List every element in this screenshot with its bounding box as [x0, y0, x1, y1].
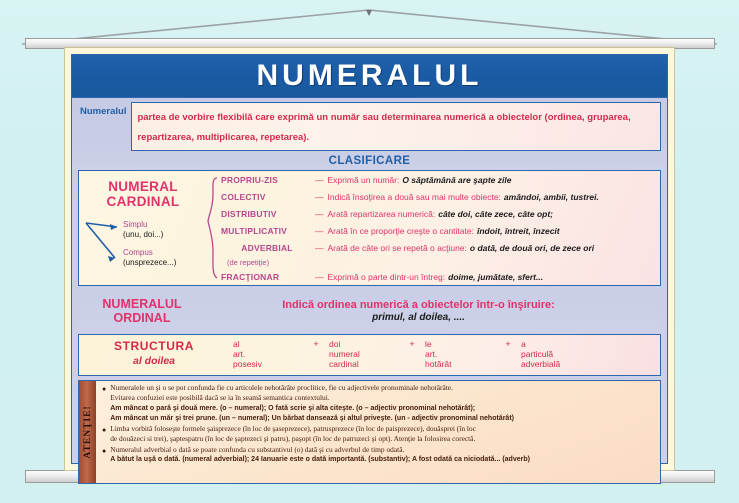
- cardinal-heading-line2: CARDINAL: [106, 194, 180, 210]
- structura-role-2-line2: hotărât: [425, 359, 452, 370]
- structura-role-3-line2: adverbială: [521, 359, 561, 370]
- atentie-tab-label: ATENŢIE!: [82, 405, 93, 459]
- branch-kind-compus: Compus: [123, 247, 153, 257]
- cardinal-type-multiplicativ: MULTIPLICATIV: [221, 225, 288, 236]
- structura-role-2-line1: art.: [425, 348, 438, 359]
- branch-examples-simplu: (unu, doi...): [123, 229, 164, 239]
- cardinal-dash-2: —: [315, 208, 324, 219]
- structura-separator-0: +: [313, 338, 319, 349]
- ordinal-heading: [78, 297, 206, 326]
- cardinal-dash-4: —: [315, 242, 324, 253]
- cardinal-dash-0: —: [315, 174, 324, 185]
- structura-left: [79, 339, 229, 367]
- atentie-line-1-2: Am mâncat o pară şi două mere. (o – numeral); O fată scrie şi alta citeşte. (o – adjectiv pronominal nehotărât);: [110, 404, 476, 412]
- branch-item-simplu: [123, 220, 163, 240]
- atentie-line-1-0: Numeralele un şi o se pot confunda fie cu articolele nehotărâte proclitice, fie cu adjectivele pronominale nehotărâte.: [110, 382, 453, 392]
- atentie-item-1-lines: [110, 383, 656, 424]
- structura-role-0-line1: art.: [233, 348, 246, 359]
- poster-inner-frame: [71, 54, 668, 464]
- atentie-item-3-lines: [110, 445, 656, 465]
- structura-token-0: al: [233, 338, 240, 349]
- atentie-line-3-0: Numeralul adverbial o dată se poate confunda cu substantivul (o) dată şi cu adverbul de timp odată.: [110, 444, 405, 454]
- structura-token-2: le: [425, 338, 432, 349]
- cardinal-heading: [79, 179, 207, 210]
- cardinal-examples-5: doime, jumătate, sfert...: [448, 271, 544, 282]
- cardinal-examples-0: O săptămână are şapte zile: [402, 174, 512, 185]
- structura-role-1-line2: cardinal: [329, 359, 359, 370]
- branch-item-compus: [123, 248, 176, 268]
- structura-separator-1: +: [409, 338, 415, 349]
- atentie-item-3: [102, 445, 656, 465]
- cardinal-examples-3: îndoit, întreit, înzecit: [476, 225, 560, 236]
- atentie-line-1-3: Am mâncat un măr şi trei prune. (un – numeral); Un bărbat dansează şi altul priveşte. (un - adjectiv pronominal nehotărât): [110, 414, 514, 422]
- cardinal-dash-5: —: [315, 271, 324, 282]
- structura-part-doi: [329, 339, 399, 369]
- structura-separator-2: +: [505, 338, 511, 349]
- curly-brace-icon: [207, 175, 219, 285]
- cardinal-type-distributiv: DISTRIBUTIV: [221, 208, 277, 219]
- atentie-item-2: [102, 424, 656, 445]
- atentie-item-1: [102, 383, 656, 424]
- cardinal-heading-line1: NUMERAL: [108, 178, 178, 194]
- cardinal-branch-area: [79, 218, 207, 280]
- cardinal-desc-3: Arată în ce proporţie creşte o cantitate:: [327, 225, 474, 236]
- atentie-line-3-1: A bătut la uşă o dată. (numeral adverbial); 24 Ianuarie este o dată importantă. (substantiv); A fost odată ca niciodată... (adverb): [110, 456, 530, 464]
- definition-text: partea de vorbire flexibilă care exprimă un număr sau determinarea numerică a obiectelor (ordinea, gruparea, repartizarea, multiplicarea, repetarea).: [137, 112, 631, 144]
- classification-heading: CLASIFICARE: [72, 153, 667, 170]
- cardinal-desc-5: Exprimă o parte dintr-un întreg:: [327, 271, 446, 282]
- branch-kind-simplu: Simplu: [123, 219, 148, 229]
- atentie-item-2-lines: [110, 424, 656, 445]
- atentie-tab: [79, 381, 96, 483]
- cardinal-row-fractionar: [221, 272, 660, 289]
- structura-part-al: [233, 339, 303, 369]
- cardinal-examples-1: amândoi, ambii, tustrei.: [503, 191, 599, 202]
- cardinal-type-colectiv: COLECTIV: [221, 191, 266, 202]
- atentie-line-2-1: de douăzeci si trei), şaptespatru (în loc de şaptezeci şi patru), paşopt (în loc de patruzeci şi opt). Atenţie la folosirea corectă.: [110, 434, 476, 444]
- ordinal-body: [206, 299, 661, 323]
- definition-row: [72, 98, 667, 153]
- structura-section: [78, 334, 661, 376]
- cardinal-dash-3: —: [315, 225, 324, 236]
- ordinal-heading-line1: NUMERALUL: [102, 296, 182, 311]
- poster-sheet: [64, 47, 675, 471]
- bullet-icon: ●: [102, 385, 107, 393]
- bullet-icon: ●: [102, 447, 107, 455]
- structura-role-0-line2: posesiv: [233, 359, 262, 370]
- cardinal-type-fractionar: FRACŢIONAR: [221, 271, 280, 282]
- ordinal-examples: primul, al doilea, ....: [372, 311, 465, 323]
- page-title: NUMERALUL: [256, 59, 483, 92]
- cardinal-row-distributiv: [221, 209, 660, 226]
- branch-arrows-icon: [83, 218, 125, 276]
- structura-role-3-line1: particulă: [521, 348, 554, 359]
- definition-label: Numeralul: [80, 106, 127, 117]
- atentie-section: [78, 380, 661, 484]
- cardinal-right-column: [207, 171, 660, 285]
- poster-title-bar: [72, 55, 667, 98]
- cardinal-row-propriu-zis: [221, 175, 660, 192]
- structura-token-1: doi: [329, 338, 341, 349]
- structura-part-le: [425, 339, 495, 369]
- atentie-line-2-0: Limba vorbită foloseşte formele şaisprezece (în loc de şaseprezece), patrusprezece (în loc de paisprezece), douăsprei (în loc: [110, 423, 476, 433]
- cardinal-desc-4: Arată de câte ori se repetă o acţiune:: [327, 242, 467, 253]
- cardinal-desc-1: Indică însoţirea a două sau mai multe obiecte:: [327, 191, 501, 202]
- cardinal-row-colectiv: [221, 192, 660, 209]
- cardinal-examples-4: o dată, de două ori, de zece ori: [469, 242, 595, 253]
- bullet-icon: ●: [102, 426, 107, 434]
- structura-word: al doilea: [132, 354, 175, 367]
- ordinal-heading-line2: ORDINAL: [113, 310, 171, 325]
- cardinal-subtype-adverbial: (de repetiţie): [227, 257, 270, 267]
- definition-box: [131, 102, 661, 151]
- ordinal-description: Indică ordinea numerică a obiectelor într-o înşiruire:: [282, 298, 555, 311]
- structura-part-a: [521, 339, 591, 369]
- cardinal-examples-2: câte doi, câte zece, câte opt;: [438, 208, 554, 219]
- cardinal-desc-2: Arată repartizarea numerică:: [327, 208, 436, 219]
- atentie-body: [96, 381, 660, 483]
- structura-parts: [229, 339, 660, 369]
- cardinal-type-propriu-zis: PROPRIU-ZIS: [221, 174, 278, 185]
- branch-examples-compus: (unsprezece...): [123, 257, 177, 267]
- cardinal-rows: [219, 175, 660, 285]
- ordinal-section: [78, 290, 661, 332]
- cardinal-dash-1: —: [315, 191, 324, 202]
- atentie-line-1-1: Evitarea confuziei este posibilă dacă se ia în seamă semantica contextului.: [110, 393, 330, 403]
- cardinal-section: [78, 170, 661, 286]
- structura-title: STRUCTURA: [113, 338, 195, 353]
- cardinal-desc-0: Exprimă un număr:: [327, 174, 400, 185]
- cardinal-left-column: [79, 171, 207, 285]
- cardinal-type-adverbial: ADVERBIAL: [241, 242, 293, 253]
- structura-token-3: a: [521, 338, 526, 349]
- cardinal-row-multiplicativ: [221, 226, 660, 243]
- structura-role-1-line1: numeral: [329, 348, 360, 359]
